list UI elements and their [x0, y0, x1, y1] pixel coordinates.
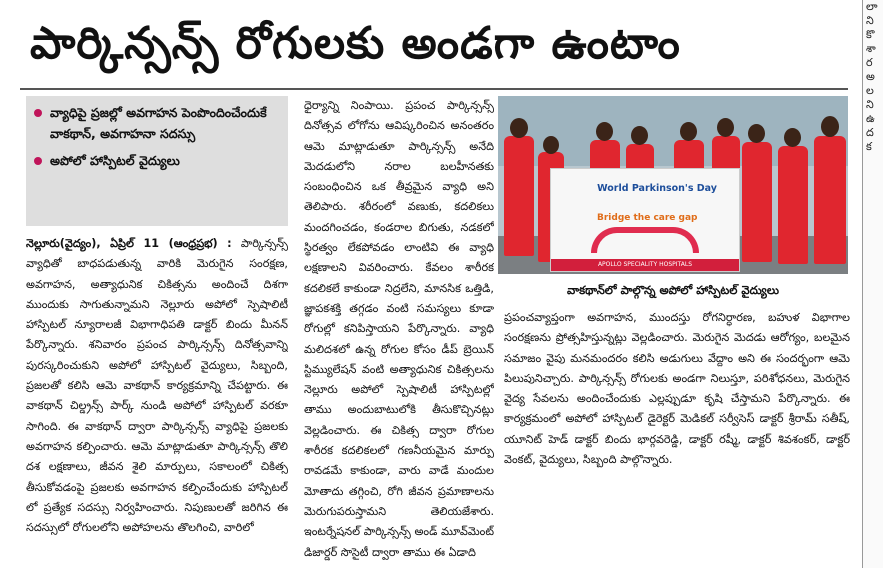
dateline: నెల్లూరు(వైద్యం), ఏప్రిల్ 11 (ఆంధ్రప్రభ) :	[26, 237, 232, 250]
article-text-1: పార్కిన్సన్స్ వ్యాధితో బాధపడుతున్న వారికి మెరుగైన సంరక్షణ, అవగాహన, అత్యాధునిక చికిత్సను అందించే దిశగా ముందుకు సాగుతున్నామని నెల్లూరు అపోలో స్పెషాలిటీ హాస్పిటల్ న్యూరాలజీ విభాగాధిపతి డాక్టర్ బిందు మీనన్ పేర్కొన్నారు. శనివారం ప్రపంచ పార్కిన్సన్స్ దినోత్సవాన్ని పురస్కరించుకుని అపోలో హాస్పిటల్ వైద్యులు, సిబ్బంది, ప్రజలతో కలిసి ఆమె వాకథాన్ కార్యక్రమాన్ని చేపట్టారు. ఈ వాకథాన్ చిల్డ్రన్స్ పార్క్ నుండి అపోలో హాస్పిటల్ వరకూ సాగింది. ఈ వాకథాన్ ద్వారా పార్కిన్సన్స్ వ్యాధిపై ప్రజలకు అవగాహన కల్పించారు. ఆమె మాట్లాడుతూ పార్కిన్సన్స్ తొలి దశ లక్షణాలు, జీవన శైలి మార్పులు, సకాలంలో చికిత్స తీసుకోవడంపై ప్రజలకు అవగాహన కల్పించేందుకు హాస్పిటల్ లో ప్రత్యేక సదస్సు నిర్వహించారు. నిపుణులతో జరిగిన ఈ సదస్సులో రోగులలోని అపోహలను తొలగించి, వారిలో	[26, 237, 288, 535]
highlight-item	[26, 102, 288, 144]
article-column-3	[504, 308, 850, 564]
highlight-text: అపోలో హాస్పిటల్ వైద్యులు	[50, 153, 180, 168]
edge-fragment: శా	[866, 42, 876, 55]
bullet-icon	[34, 109, 42, 117]
edge-fragment: ఉ	[866, 112, 875, 125]
headline-rule	[20, 88, 848, 90]
edge-fragment: అ	[866, 70, 875, 83]
edge-fragment: ల	[866, 84, 874, 97]
bullet-icon	[34, 157, 42, 165]
edge-fragment: కొ	[866, 28, 875, 41]
photo-caption: వాకథాన్‌లో పాల్గొన్న అపోలో హాస్పిటల్ వైద్యులు	[498, 278, 848, 302]
person-head	[543, 136, 559, 154]
highlight-item	[26, 150, 288, 171]
adjacent-article-edge	[862, 0, 883, 568]
walkathon-photo	[498, 96, 848, 274]
event-banner	[550, 168, 740, 272]
person	[814, 136, 846, 264]
article-column-2	[304, 96, 494, 564]
edge-fragment: క	[866, 140, 872, 153]
person	[742, 142, 772, 262]
person-head	[596, 122, 613, 141]
edge-fragment: లా	[866, 0, 878, 13]
banner-logo: World Parkinson's Day	[597, 183, 717, 194]
article-column-1	[26, 234, 288, 564]
banner-tagline: Bridge the care gap	[597, 213, 698, 223]
person-head	[510, 118, 528, 138]
edge-fragment: ద	[866, 126, 874, 139]
person-head	[821, 116, 839, 137]
person	[504, 136, 534, 256]
person-head	[784, 128, 801, 147]
article-text-2: ధైర్యాన్ని నింపాయి. ప్రపంచ పార్కిన్సన్స్ దినోత్సవ లోగోను ఆవిష్కరించిన అనంతరం ఆమె మాట్లాడుతూ పార్కిన్సన్స్ అనేది మెదడులోని నరాల బలహీనతకు సంబంధించిన ఒక తీవ్రమైన వ్యాధి అని తెలిపారు. శరీరంలో వణుకు, కదలికలు మందగించడం, కండరాల బిగుతు, నడకలో స్థిరత్వం లేకపోవడం లాంటివి ఈ వ్యాధి లక్షణాలని వివరించారు. కేవలం శారీరక కదలికలే కాకుండా నిద్రలేని, మానసిక ఒత్తిడి, జ్ఞాపకశక్తి తగ్గడం వంటి సమస్యలు కూడా రోగుల్లో కనిపిస్తాయని పేర్కొన్నారు. వ్యాధి మలిదశలో ఉన్న రోగుల కోసం డీప్ బ్రెయిన్ స్టిమ్యులేషన్ వంటి అత్యాధునిక చికిత్సలను నెల్లూరు అపోలో స్పెషాలిటీ హాస్పిటల్లో తాము అందుబాటులోకి తీసుకొచ్చినట్లు వెల్లడించారు. ఈ చికిత్స ద్వారా రోగుల శారీరక కదలికలలో గణనీయమైన మార్పు రావడమే కాకుండా, వారు వాడే మందుల మోతాదు తగ్గించి, రోగి జీవన ప్రమాణాలను మెరుగుపరుస్తామని తెలియజేశారు. ఇంటర్నేషనల్ పార్కిన్సన్స్ అండ్ మూవ్‌మెంట్ డిజార్డర్ సొసైటీ ద్వారా తాము ఈ ఏడాది	[304, 99, 494, 559]
headline: పార్కిన్సన్స్ రోగులకు అండగా ఉంటాం	[30, 18, 681, 69]
person-head	[680, 122, 697, 141]
edge-fragment: ర	[866, 56, 873, 69]
article-text-3: ప్రపంచవ్యాప్తంగా అవగాహన, ముందస్తు రోగనిర్ధారణ, బహుళ విభాగాల సంరక్షణను ప్రోత్సహిస్తున్నట్లు వెల్లడించారు. మెరుగైన మెదడు ఆరోగ్యం, బలమైన సమాజం వైపు మనమందరం కలిసి అడుగులు వేద్దాం అని ఈ సందర్భంగా ఆమె పిలుపునిచ్చారు. పార్కిన్సన్స్ రోగులకు అండగా నిలుస్తూ, పరిశోధనలు, మెరుగైన వైద్య సేవలను అందించేందుకు ఎల్లప్పుడూ కృషి చేస్తామని పేర్కొన్నారు. ఈ కార్యక్రమంలో అపోలో హాస్పిటల్ డైరెక్టర్ మెడికల్ సర్వీసెస్ డాక్టర్ శ్రీరామ్ సతీష్, యూనిట్ హెడ్ డాక్టర్ బిందు భార్గవరెడ్డి, డాక్టర్ రష్మీ, డాక్టర్ శివశంకర్, డాక్టర్ వెంకట్, వైద్యులు, సిబ్బంది పాల్గొన్నారు.	[504, 311, 850, 467]
person-head	[631, 126, 648, 145]
person-head	[717, 118, 734, 137]
bridge-icon	[591, 227, 699, 253]
banner-footer: APOLLO SPECIALITY HOSPITALS	[551, 259, 739, 271]
edge-fragment: ని	[866, 14, 874, 27]
highlights-box	[26, 96, 288, 226]
person-head	[748, 124, 765, 143]
highlight-text: వ్యాధిపై ప్రజల్లో అవగాహన పెంపొందించేందుకే వాకథాన్, అవగాహనా సదస్సు	[50, 105, 267, 141]
person	[778, 146, 808, 264]
edge-fragment: ని	[866, 98, 874, 111]
